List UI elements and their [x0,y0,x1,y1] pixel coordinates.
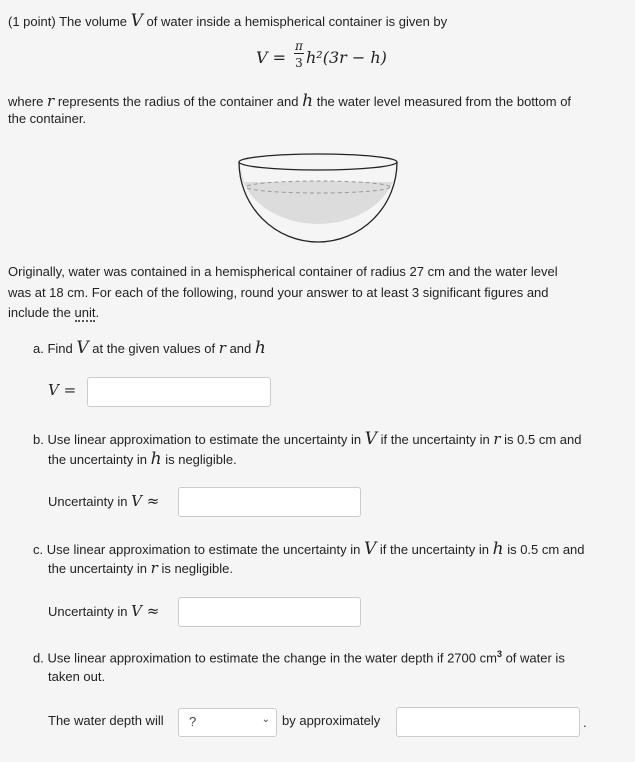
unit-help-link[interactable]: unit [74,305,96,320]
depth-change-input[interactable] [396,707,580,737]
math-var: r [218,339,226,357]
text: b. Use linear approximation to estimate the uncertainty in [33,432,362,447]
math-var: h [302,91,314,111]
uncertainty-r-input[interactable] [178,487,361,517]
select-value: ? [189,714,197,729]
text: the container. [8,111,87,126]
text: The volume [59,14,128,29]
part-c-prompt [33,539,585,559]
text: represents the radius of the container and [57,94,299,109]
math-var: V [130,11,143,31]
text: is 0.5 cm and [507,542,585,557]
text: where [8,94,44,109]
math-var: V [363,539,377,559]
part-a-prompt [33,338,266,358]
points: (1 point) [8,14,56,29]
increase-decrease-select[interactable] [178,708,277,737]
math-var: r [47,92,55,110]
text: Uncertainty in [48,604,128,619]
text: d. Use linear approximation to estimate the change in the water depth if 2700 cm [33,650,497,666]
text: the uncertainty in [48,561,148,576]
math-var: V [76,338,89,358]
text: Uncertainty in [48,494,128,509]
superscript: 3 [496,649,502,659]
math-var: V [364,429,377,449]
text: . [583,715,587,730]
math-var: V ≈ [131,492,160,510]
text: if the uncertainty in [380,432,490,447]
water-depth-label: The water depth will [48,713,164,728]
text: of water inside a hemispherical container is given by [146,14,448,29]
text: Originally, water was contained in a hemispherical container of radius 27 cm and the water level [8,264,558,279]
text: if the uncertainty in [379,542,489,557]
formula-lhs: V = [256,48,287,67]
text: . [95,305,100,320]
part-b-line2 [48,449,237,469]
math-var: h [254,338,266,358]
text: was at 18 cm. For each of the following, round your answer to at least 3 significant figures and [8,285,549,300]
volume-answer-input[interactable] [87,377,271,407]
uncertainty-h-input[interactable] [178,597,361,627]
text: the water level measured from the bottom of [316,94,572,109]
text: at the given values of [92,341,216,356]
part-b-prompt [33,429,581,449]
text: taken out. [48,669,106,684]
formula-den: 3 [295,56,303,70]
text: is negligible. [165,452,237,467]
hemisphere-container-figure [236,150,402,246]
where-line [8,91,571,111]
text-line [8,305,99,320]
formula-num: π [295,39,303,53]
math-var: V ≈ [131,602,160,620]
text: of water is [505,650,565,666]
water-surface [246,181,390,193]
v-label: V = [48,381,77,399]
math-var: h [150,449,162,469]
uncertainty-r-label [48,492,159,510]
intro-line [8,11,447,31]
text: is 0.5 cm and [504,432,582,447]
math-var: r [493,430,501,448]
chevron-down-icon: ⌄ [261,714,270,725]
text: a. Find [33,341,73,356]
text: include the [8,305,71,320]
text: the uncertainty in [48,452,148,467]
math-var: h [492,539,504,559]
part-c-line2 [48,559,233,577]
formula-rest: h²(3r − h) [306,48,387,67]
text: by approximately [282,713,381,728]
text: and [229,341,252,356]
part-d-prompt [33,649,565,665]
text: c. Use linear approximation to estimate the uncertainty in [33,542,361,557]
text: is negligible. [161,561,233,576]
math-var: r [150,559,158,577]
uncertainty-h-label [48,602,159,620]
